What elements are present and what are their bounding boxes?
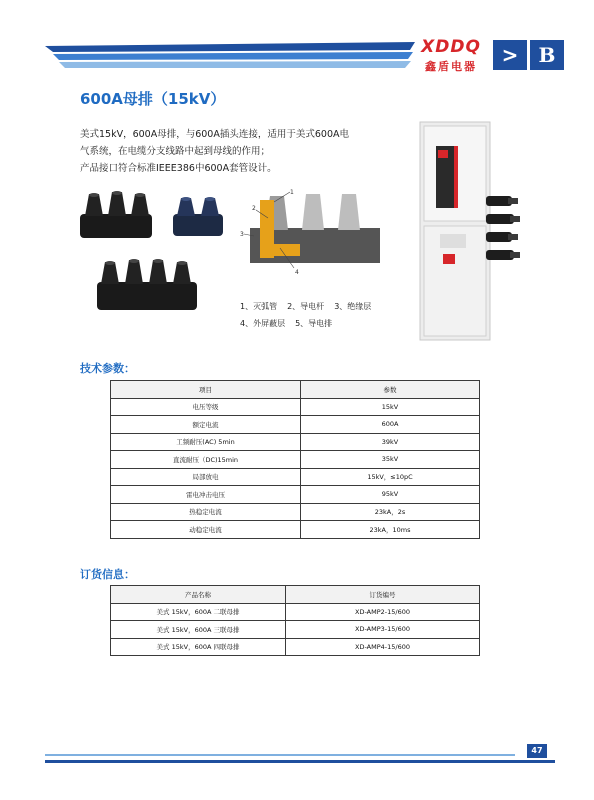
brand-logo-mark: XDDQ [421,37,481,57]
param-value: 15kV，≤10pC [301,468,480,486]
intro-line: 产品接口符合标准IEEE386中600A套管设计。 [80,163,277,174]
table-row [111,486,480,504]
page-number: 47 [527,744,547,758]
busbar-two-way-image [173,197,223,236]
param-name: 热稳定电流 [111,503,301,521]
brand-logo [412,38,490,76]
column-header: 项目 [111,381,301,399]
intro-line: 气系统，在电缆分支线路中起到母线的作用； [80,146,271,157]
param-value: 23kA，10ms [301,521,480,539]
param-name: 额定电流 [111,416,301,434]
param-name: 雷电冲击电压 [111,486,301,504]
column-header: 参数 [301,381,480,399]
diagram-label-4: 4 [295,269,299,276]
column-header: 产品名称 [111,586,286,604]
table-row [111,398,480,416]
param-name: 直流耐压（DC)15min [111,451,301,469]
tech-params-heading: 技术参数： [80,362,135,375]
legend-item: 5、导电排 [295,319,333,328]
table-row [111,468,480,486]
param-name: 电压等级 [111,398,301,416]
param-name: 动稳定电流 [111,521,301,539]
table-row [111,621,480,639]
diagram-label-3: 3 [240,231,244,238]
tech-params-table [110,380,480,539]
header-stripes [45,40,415,70]
brand-name: 鑫盾电器 [425,60,477,73]
order-info-heading: 订货信息： [80,568,135,581]
page-title: 600A母排（15kV） [80,90,226,108]
footer-line [45,760,555,763]
busbar-three-way-image [80,191,152,238]
param-value: 23kA，2s [301,503,480,521]
switchgear-cabinet-image [398,118,523,343]
product-name: 美式 15kV，600A 二联母排 [111,603,286,621]
param-value: 15kV [301,398,480,416]
product-name: 美式 15kV，600A 四联母排 [111,638,286,656]
legend-item: 3、绝缘层 [334,302,372,311]
cross-section-diagram [240,188,390,278]
legend-item: 2、导电杆 [287,302,325,311]
table-header-row [111,586,480,604]
param-name: 工频耐压(AC) 5min [111,433,301,451]
param-value: 600A [301,416,480,434]
legend-item: 1、灭弧管 [240,302,278,311]
table-header-row [111,381,480,399]
order-info-table [110,585,480,656]
param-name: 局部放电 [111,468,301,486]
param-value: 39kV [301,433,480,451]
table-row [111,503,480,521]
chevron-right-icon: > [493,40,527,70]
legend-row [240,298,381,315]
param-value: 95kV [301,486,480,504]
busbar-four-way-image [97,259,197,310]
table-row [111,638,480,656]
diagram-legend [240,298,381,332]
legend-row [240,315,381,332]
order-code: XD-AMP3-15/600 [286,621,480,639]
table-row [111,521,480,539]
table-row [111,451,480,469]
footer-stripe [45,754,515,756]
param-value: 35kV [301,451,480,469]
diagram-label-1: 1 [290,189,294,196]
table-row [111,416,480,434]
order-code: XD-AMP4-15/600 [286,638,480,656]
busbar-product-photos [75,190,235,320]
section-letter: B [530,40,564,70]
table-row [111,603,480,621]
product-name: 美式 15kV，600A 三联母排 [111,621,286,639]
table-row [111,433,480,451]
column-header: 订货编号 [286,586,480,604]
diagram-label-2: 2 [252,205,256,212]
intro-text [80,126,380,177]
order-code: XD-AMP2-15/600 [286,603,480,621]
legend-item: 4、外屏蔽层 [240,319,286,328]
intro-line: 美式15kV，600A母排，与600A插头连接，适用于美式600A电 [80,129,349,140]
